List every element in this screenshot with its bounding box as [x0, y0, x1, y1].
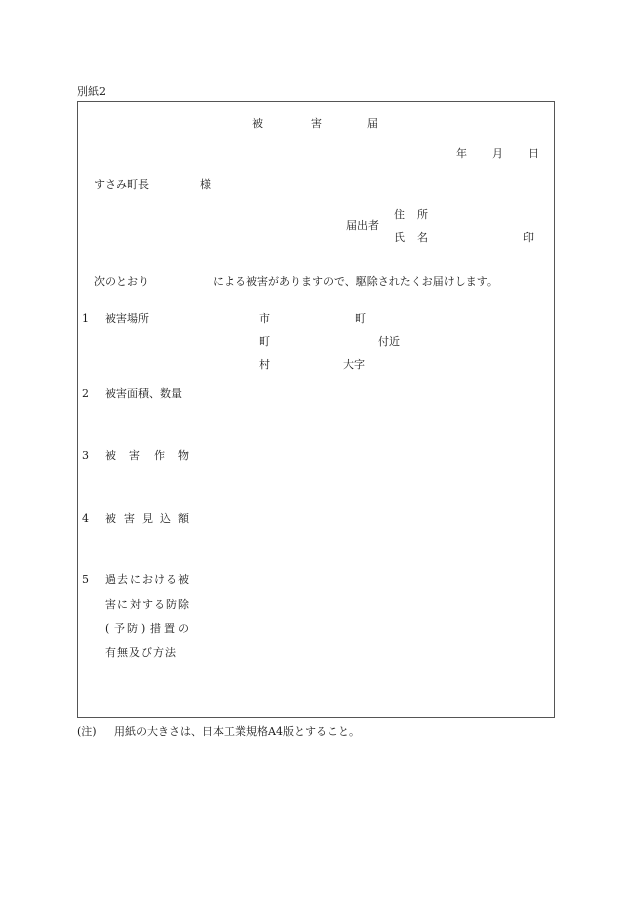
measure-char: る: [154, 598, 165, 611]
note-text: 用紙の大きさは、日本工業規格A4版とすること。: [114, 725, 360, 738]
measure-char: お: [142, 573, 153, 586]
measure-char: す: [142, 598, 153, 611]
measure-char: 去: [117, 573, 128, 586]
attachment-label: 別紙2: [77, 85, 106, 98]
measure-char: ): [141, 622, 146, 635]
item-label-char: 見: [142, 512, 153, 525]
address-label-char: 住: [394, 208, 405, 221]
intro-suffix: による被害がありますので、駆除されたくお届けします。: [213, 275, 498, 288]
measure-char: け: [154, 573, 165, 586]
name-label-char: 氏: [394, 231, 405, 244]
title-char: 被: [252, 117, 263, 130]
addressee-honorific: 様: [200, 178, 211, 191]
item-label: 被害面積、数量: [105, 387, 182, 400]
form-frame: [77, 101, 555, 718]
location-shi: 市: [259, 312, 270, 325]
item-number: 2: [82, 387, 89, 400]
item-label-char: 作: [154, 449, 165, 462]
item-number: 1: [82, 312, 89, 325]
measure-char: び: [141, 646, 152, 659]
measure-char: 法: [165, 646, 176, 659]
title-char: 届: [367, 117, 378, 130]
item-label-char: 被: [105, 449, 116, 462]
measure-char: 予: [114, 622, 125, 635]
seal-mark: 印: [523, 231, 534, 244]
measure-char: 対: [130, 598, 141, 611]
item-label-char: 害: [124, 512, 135, 525]
item-number: 5: [82, 573, 89, 586]
item-number: 3: [82, 449, 89, 462]
measure-char: 防: [166, 598, 177, 611]
measure-char: 置: [164, 622, 175, 635]
measure-char: の: [178, 622, 189, 635]
measure-char: 措: [150, 622, 161, 635]
title-char: 害: [311, 117, 322, 130]
item-label: 被害場所: [105, 312, 149, 325]
measure-char: 無: [117, 646, 128, 659]
date-year: 年: [456, 147, 467, 160]
measure-char: る: [166, 573, 177, 586]
date-month: 月: [492, 147, 503, 160]
location-mura: 村: [259, 358, 270, 371]
measure-char: 方: [153, 646, 164, 659]
item-label-char: 額: [178, 512, 189, 525]
measure-char: 過: [105, 573, 116, 586]
measure-char: 及: [129, 646, 140, 659]
address-label-char: 所: [417, 208, 428, 221]
measure-char: 有: [105, 646, 116, 659]
reporter-label: 届出者: [346, 219, 379, 232]
item-label-char: 込: [160, 512, 171, 525]
measure-char: (: [105, 622, 110, 635]
addressee-name: すさみ町長: [94, 178, 149, 191]
intro-prefix: 次のとおり: [94, 275, 149, 288]
measure-char: 除: [178, 598, 189, 611]
item-number: 4: [82, 512, 89, 525]
name-label-char: 名: [417, 231, 428, 244]
item-label-char: 被: [105, 512, 116, 525]
location-oaza: 大字: [343, 358, 365, 371]
location-fukin: 付近: [378, 335, 400, 348]
measure-char: に: [130, 573, 141, 586]
date-day: 日: [528, 147, 539, 160]
note-marker: (注): [77, 725, 97, 738]
measure-char: 害: [105, 598, 116, 611]
location-machi-top: 町: [355, 312, 366, 325]
location-cho: 町: [259, 335, 270, 348]
item-label-char: 害: [129, 449, 140, 462]
measure-char: 防: [127, 622, 138, 635]
measure-char: 被: [178, 573, 189, 586]
measure-char: に: [117, 598, 128, 611]
item-label-char: 物: [178, 449, 189, 462]
